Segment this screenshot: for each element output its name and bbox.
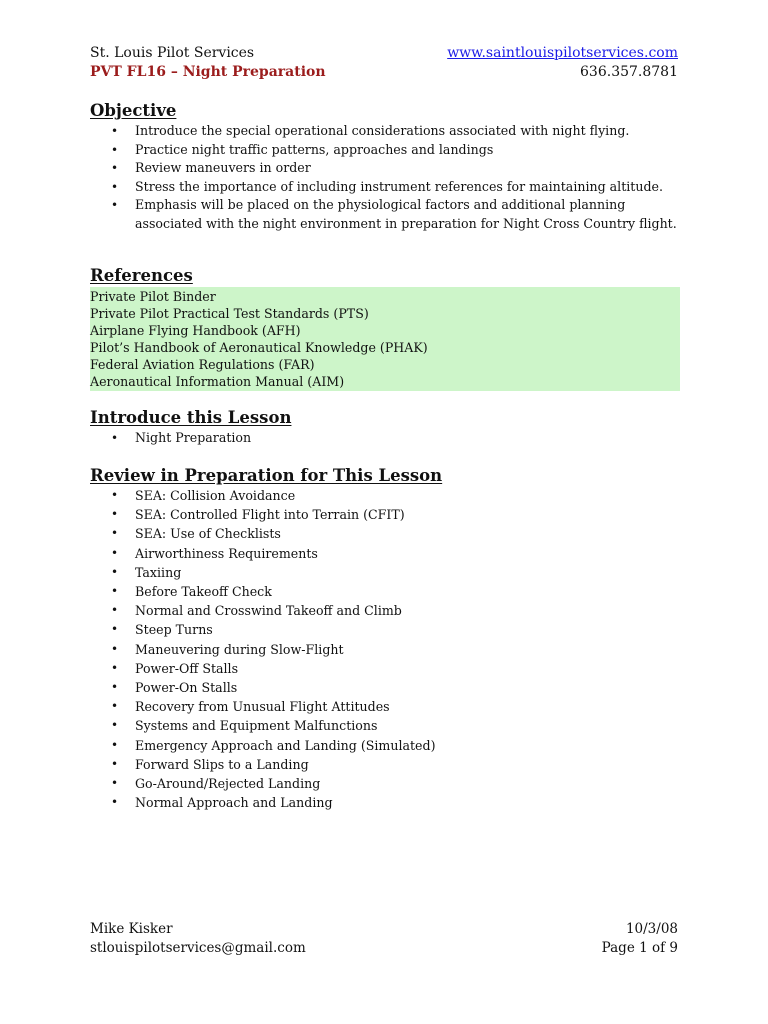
lesson-title: PVT FL16 – Night Preparation [90, 64, 326, 80]
introduce-heading: Introduce this Lesson [90, 408, 292, 427]
list-item: • Taxiing [135, 563, 680, 582]
list-item: • Power-On Stalls [135, 678, 680, 697]
introduce-list [90, 429, 680, 448]
list-item: • SEA: Controlled Flight into Terrain (CFIT) [135, 505, 680, 524]
list-item: • Before Takeoff Check [135, 582, 680, 601]
website-link[interactable]: www.saintlouispilotservices.com [447, 45, 678, 61]
list-item: • Emphasis will be placed on the physiological factors and additional planning associated with the night environment in preparation for Night Cross Country flight. [135, 196, 680, 233]
references-heading: References [90, 266, 193, 285]
reference-item: Aeronautical Information Manual (AIM) [90, 374, 345, 389]
list-item: • Systems and Equipment Malfunctions [135, 716, 680, 735]
list-item: • SEA: Use of Checklists [135, 524, 680, 543]
footer-row-1 [90, 921, 678, 937]
list-item: • Forward Slips to a Landing [135, 755, 680, 774]
org-name: St. Louis Pilot Services [90, 45, 255, 61]
list-item: • Practice night traffic patterns, approaches and landings [135, 141, 680, 160]
page-number: Page 1 of 9 [601, 940, 678, 956]
list-item: • Maneuvering during Slow-Flight [135, 640, 680, 659]
author-name: Mike Kisker [90, 921, 173, 937]
objective-section [90, 101, 680, 233]
reference-item: Private Pilot Practical Test Standards (PTS) [90, 306, 369, 321]
list-item: • Steep Turns [135, 620, 680, 639]
list-item: • Night Preparation [135, 429, 680, 448]
list-item: • Airworthiness Requirements [135, 544, 680, 563]
reference-item: Private Pilot Binder [90, 289, 216, 304]
objective-heading: Objective [90, 101, 177, 120]
list-item: • Power-Off Stalls [135, 659, 680, 678]
footer-row-2 [90, 940, 678, 956]
references-list [90, 287, 680, 391]
list-item: • Normal Approach and Landing [135, 793, 680, 812]
introduce-section [90, 408, 680, 448]
review-heading: Review in Preparation for This Lesson [90, 466, 443, 485]
list-item: • Normal and Crosswind Takeoff and Climb [135, 601, 680, 620]
list-item: • Stress the importance of including instrument references for maintaining altitude. [135, 178, 680, 197]
list-item: • Go-Around/Rejected Landing [135, 774, 680, 793]
objective-list [90, 122, 680, 233]
review-list [90, 486, 680, 812]
references-section [90, 266, 680, 391]
review-section [90, 466, 680, 812]
document-date: 10/3/08 [625, 921, 678, 937]
phone-number: 636.357.8781 [580, 64, 678, 80]
reference-item: Pilot’s Handbook of Aeronautical Knowledge (PHAK) [90, 340, 428, 355]
reference-item: Federal Aviation Regulations (FAR) [90, 357, 315, 372]
list-item: • Emergency Approach and Landing (Simulated) [135, 736, 680, 755]
list-item: • Introduce the special operational considerations associated with night flying. [135, 122, 680, 141]
list-item: • Review maneuvers in order [135, 159, 680, 178]
list-item: • SEA: Collision Avoidance [135, 486, 680, 505]
contact-email: stlouispilotservices@gmail.com [90, 940, 306, 956]
reference-item: Airplane Flying Handbook (AFH) [90, 323, 301, 338]
list-item: • Recovery from Unusual Flight Attitudes [135, 697, 680, 716]
header-row-1 [90, 45, 678, 61]
header-row-2 [90, 64, 678, 80]
